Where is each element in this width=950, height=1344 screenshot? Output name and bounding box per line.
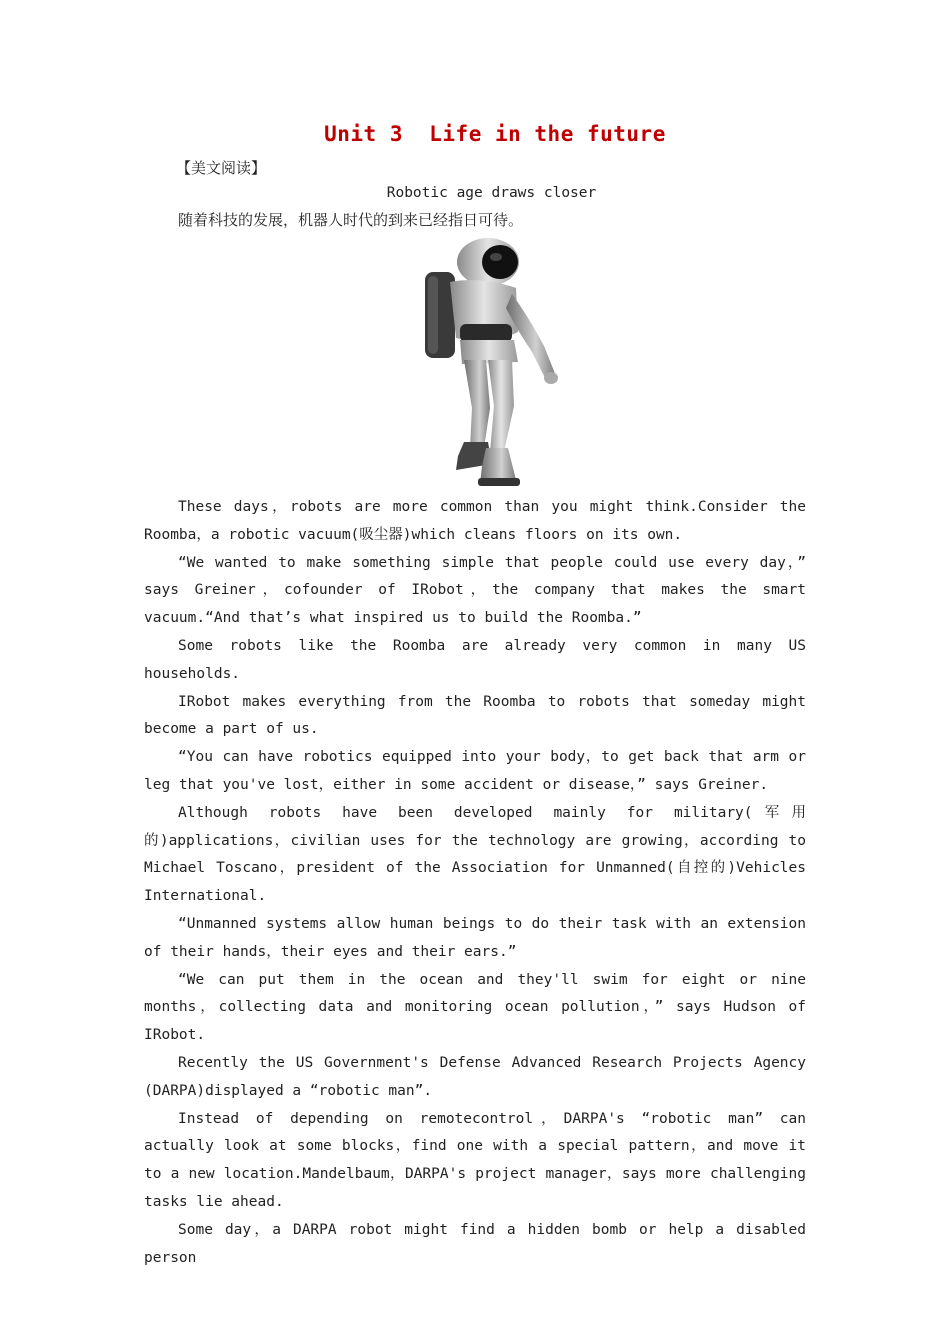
paragraph: IRobot makes everything from the Roomba to robots that someday might become a part of us. bbox=[144, 693, 806, 738]
paragraph: “You can have robotics equipped into your body，to get back that arm or leg that you've lost，either in some accident or disease，” says Greiner. bbox=[144, 749, 806, 793]
paragraph: “We wanted to make something simple that people could use every day，” says Greiner，cofounder of IRobot，the company that makes the smart vacuum.“And that’s what inspired us to build the Roomba.” bbox=[144, 554, 806, 627]
paragraph: “We can put them in the ocean and they'll swim for eight or nine months，collecting data and monitoring ocean pollution，” says Hudson of IRobot. bbox=[144, 971, 806, 1044]
paragraph: “Unmanned systems allow human beings to do their task with an extension of their hands，their eyes and their ears.” bbox=[144, 915, 806, 960]
robot-illustration-icon bbox=[420, 238, 565, 490]
paragraph: Recently the US Government's Defense Advanced Research Projects Agency (DARPA)displayed a “robotic man”. bbox=[144, 1054, 806, 1099]
paragraph: Although robots have been developed mainly for military(军用的)applications，civilian uses for the technology are growing，according to Michael Toscano，president of the Association for Unmanned(自控的)Vehicles International. bbox=[144, 804, 806, 905]
article-body bbox=[144, 494, 806, 1272]
paragraph: Some robots like the Roomba are already very common in many US households. bbox=[144, 637, 806, 682]
article-subtitle: Robotic age draws closer bbox=[386, 185, 597, 201]
paragraph: Instead of depending on remotecontrol，DARPA's “robotic man” can actually look at some blocks，find one with a special pattern，and move it to a new location.Mandelbaum，DARPA's project manager，says more challenging tasks lie ahead. bbox=[144, 1110, 806, 1210]
section-label: 【美文阅读】 bbox=[176, 159, 267, 177]
paragraph: These days，robots are more common than you might think.Consider the Roomba，a robotic vacuum(吸尘器)which cleans floors on its own. bbox=[144, 499, 806, 543]
unit-title: Unit 3 Life in the future bbox=[324, 122, 666, 146]
paragraph: Some day，a DARPA robot might find a hidden bomb or help a disabled person bbox=[144, 1221, 806, 1266]
intro-sentence: 随着科技的发展，机器人时代的到来已经指日可待。 bbox=[178, 211, 524, 229]
